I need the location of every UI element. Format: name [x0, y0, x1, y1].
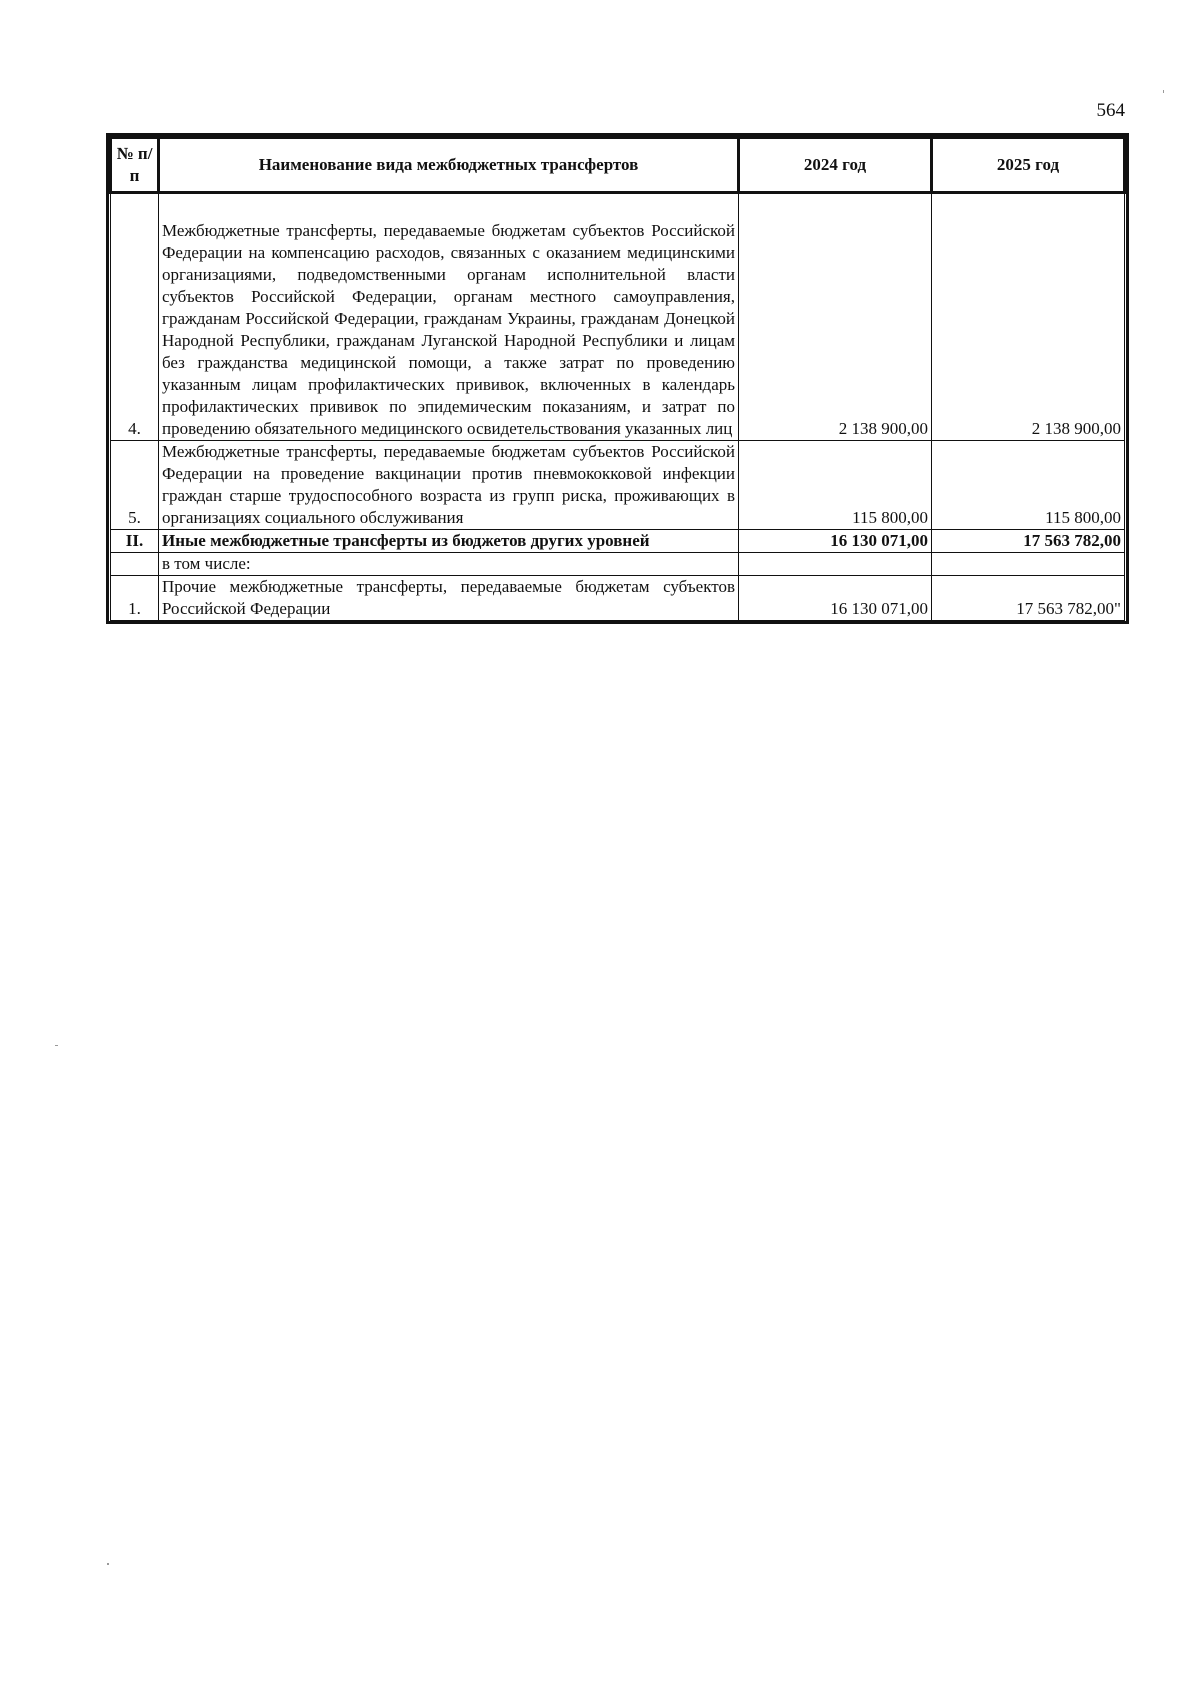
row-name: Межбюджетные трансферты, передаваемые бюджетам субъектов Российской Федерации на проведение вакцинации против пневмококковой инфекции граждан старше трудоспособного возраста из групп риска, проживающих в организациях социального обслуживания [159, 441, 739, 530]
section-row [111, 530, 1125, 553]
header-name: Наименование вида межбюджетных трансфертов [159, 138, 739, 193]
table-row [111, 576, 1125, 621]
value-2025: 2 138 900,00 [932, 193, 1125, 441]
subheading-row [111, 553, 1125, 576]
empty-cell [932, 553, 1125, 576]
section-name: Иные межбюджетные трансферты из бюджетов других уровней [159, 530, 739, 553]
section-value-2024: 16 130 071,00 [739, 530, 932, 553]
table-header-row [111, 138, 1125, 193]
transfers-table [109, 136, 1126, 621]
value-2024: 16 130 071,00 [739, 576, 932, 621]
row-number: 4. [111, 193, 159, 441]
table-row [111, 441, 1125, 530]
section-value-2025: 17 563 782,00 [932, 530, 1125, 553]
page-number: 564 [1096, 100, 1125, 121]
subheading-text: в том числе: [159, 553, 739, 576]
scan-mark [107, 1563, 109, 1565]
scan-mark [1163, 90, 1164, 93]
header-number: № п/п [111, 138, 159, 193]
empty-cell [739, 553, 932, 576]
section-number: II. [111, 530, 159, 553]
header-2025: 2025 год [932, 138, 1125, 193]
value-2025: 17 563 782,00" [932, 576, 1125, 621]
header-2024: 2024 год [739, 138, 932, 193]
row-name: Межбюджетные трансферты, передаваемые бюджетам субъектов Российской Федерации на компенсацию расходов, связанных с оказанием медицинскими организациями, подведомственными органам исполнительной власти субъектов Российской Федерации, органам местного самоуправления, гражданам Российской Федерации, гражданам Украины, гражданам Донецкой Народной Республики, гражданам Луганской Народной Республики и лицам без гражданства медицинской помощи, а также затрат по проведению указанным лицам профилактических прививок, включенных в календарь профилактических прививок по эпидемическим показаниям, и затрат по проведению обязательного медицинского освидетельствования указанных лиц [159, 193, 739, 441]
empty-cell [111, 553, 159, 576]
table-row [111, 193, 1125, 441]
scan-mark [55, 1045, 58, 1046]
row-name: Прочие межбюджетные трансферты, передаваемые бюджетам субъектов Российской Федерации [159, 576, 739, 621]
value-2024: 115 800,00 [739, 441, 932, 530]
value-2025: 115 800,00 [932, 441, 1125, 530]
row-number: 1. [111, 576, 159, 621]
row-number: 5. [111, 441, 159, 530]
value-2024: 2 138 900,00 [739, 193, 932, 441]
